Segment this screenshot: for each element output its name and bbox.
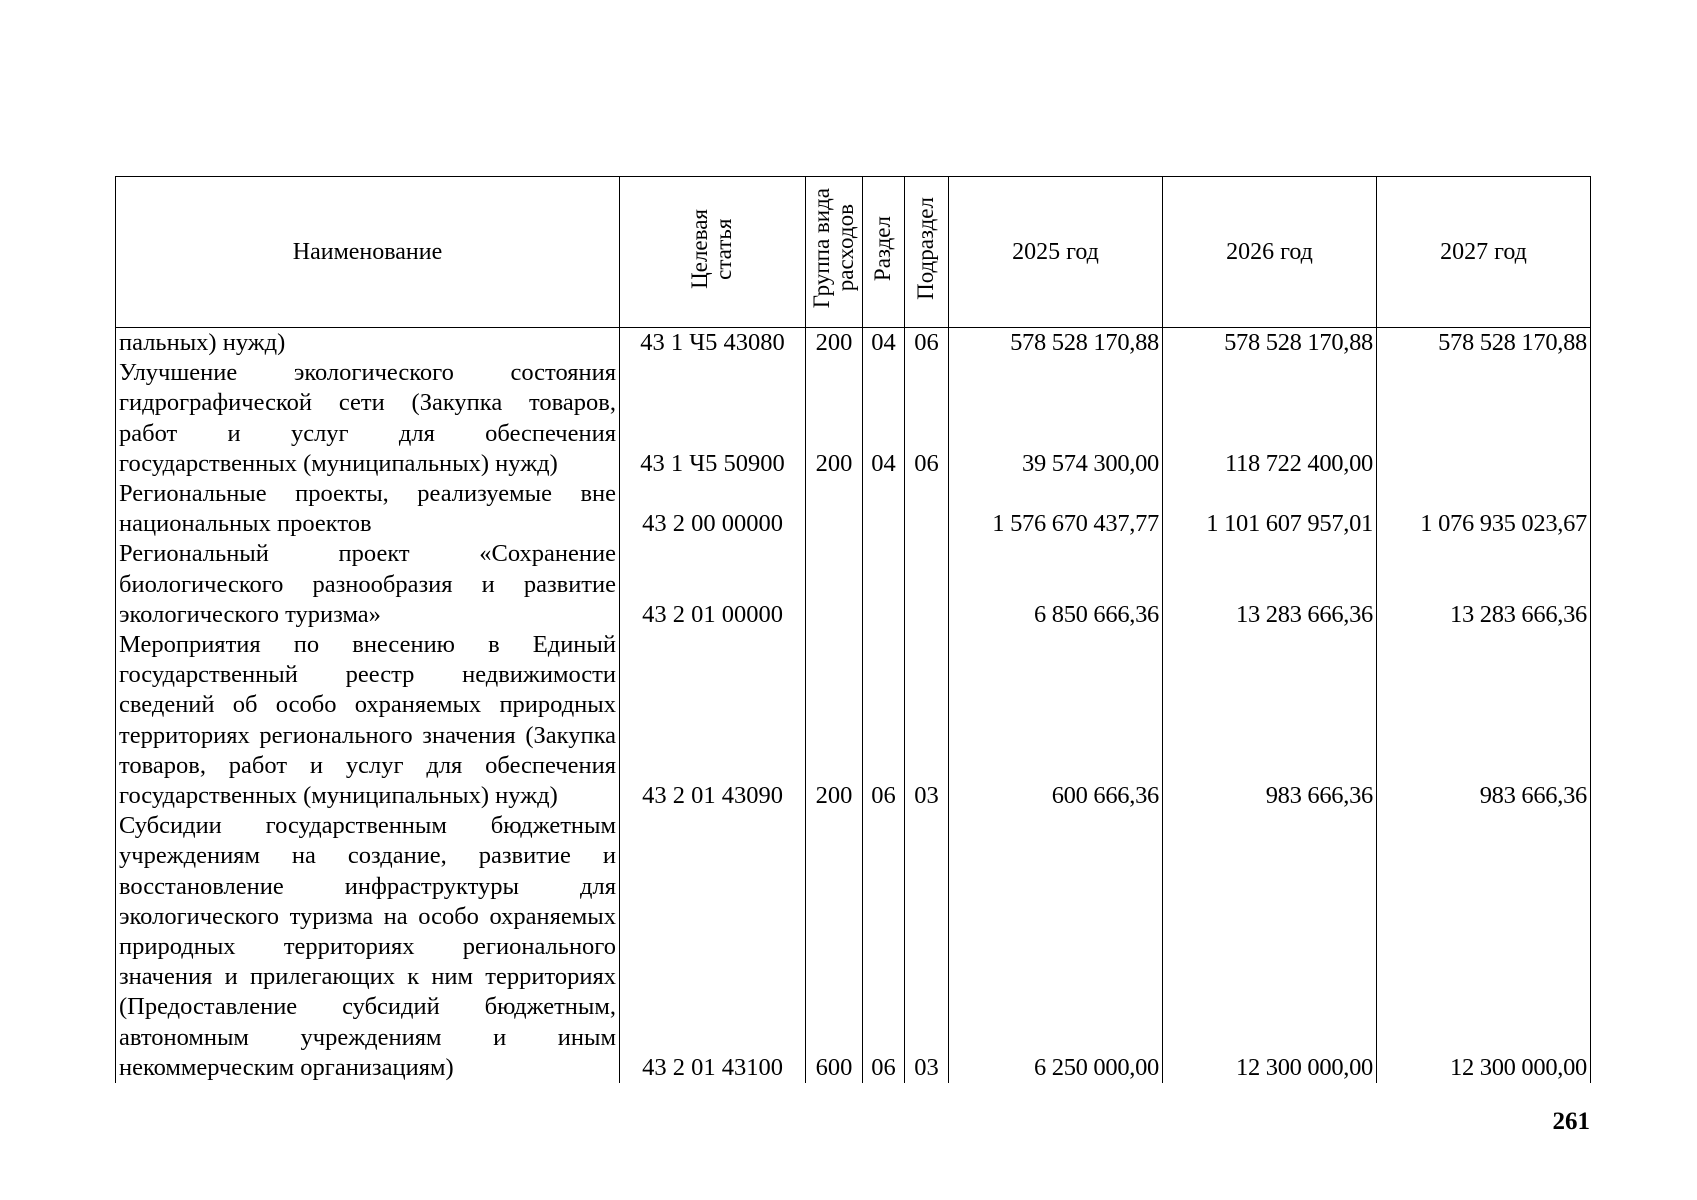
header-code-label: Целевая статья xyxy=(687,208,737,289)
cell-subsection: 03 xyxy=(905,630,949,811)
header-subsection-label: Подраздел xyxy=(913,197,939,300)
page-number: 261 xyxy=(1552,1108,1590,1135)
cell-subsection: 06 xyxy=(905,328,949,359)
table-body xyxy=(116,328,1591,1084)
cell-section xyxy=(863,479,905,539)
cell-subsection: 03 xyxy=(905,811,949,1083)
cell-2025: 578 528 170,88 xyxy=(949,328,1163,359)
cell-name: Мероприятия по внесению в Единый государственный реестр недвижимости сведений об особо охраняемых природных территориях регионального значения (Закупка товаров, работ и услуг для обеспечения государственных (муниципальных) нужд) xyxy=(116,630,620,811)
cell-group xyxy=(806,539,863,630)
header-section-label: Раздел xyxy=(870,215,896,282)
table-row xyxy=(116,328,1591,359)
cell-2026: 12 300 000,00 xyxy=(1163,811,1377,1083)
cell-name: Субсидии государственным бюджетным учреждениям на создание, развитие и восстановление инфраструктуры для экологического туризма на особо охраняемых природных территориях регионального значения и прилегающих к ним территориях (Предоставление субсидий бюджетным, автономным учреждениям и иным некоммерческим организациям) xyxy=(116,811,620,1083)
header-section xyxy=(863,177,905,328)
cell-code: 43 2 01 00000 xyxy=(620,539,806,630)
header-name: Наименование xyxy=(116,177,620,328)
cell-name: Региональные проекты, реализуемые вне национальных проектов xyxy=(116,479,620,539)
cell-name: пальных) нужд) xyxy=(116,328,620,359)
cell-section: 04 xyxy=(863,328,905,359)
cell-subsection xyxy=(905,479,949,539)
table-row xyxy=(116,630,1591,811)
cell-group xyxy=(806,479,863,539)
cell-2026: 118 722 400,00 xyxy=(1163,358,1377,479)
cell-2026: 1 101 607 957,01 xyxy=(1163,479,1377,539)
header-2026: 2026 год xyxy=(1163,177,1377,328)
cell-2025: 6 250 000,00 xyxy=(949,811,1163,1083)
cell-2025: 600 666,36 xyxy=(949,630,1163,811)
cell-2025: 39 574 300,00 xyxy=(949,358,1163,479)
cell-2027: 13 283 666,36 xyxy=(1377,539,1591,630)
cell-2027 xyxy=(1377,358,1591,479)
cell-subsection: 06 xyxy=(905,358,949,479)
cell-2027: 12 300 000,00 xyxy=(1377,811,1591,1083)
cell-group: 200 xyxy=(806,630,863,811)
header-subsection xyxy=(905,177,949,328)
cell-2026: 13 283 666,36 xyxy=(1163,539,1377,630)
cell-code: 43 2 00 00000 xyxy=(620,479,806,539)
table-row xyxy=(116,358,1591,479)
cell-group: 200 xyxy=(806,328,863,359)
budget-table xyxy=(115,176,1591,1083)
cell-2027: 578 528 170,88 xyxy=(1377,328,1591,359)
cell-code: 43 1 Ч5 50900 xyxy=(620,358,806,479)
table-row xyxy=(116,539,1591,630)
cell-2027: 1 076 935 023,67 xyxy=(1377,479,1591,539)
cell-2026: 578 528 170,88 xyxy=(1163,328,1377,359)
cell-group: 200 xyxy=(806,358,863,479)
cell-2025: 6 850 666,36 xyxy=(949,539,1163,630)
cell-name: Региональный проект «Сохранение биологического разнообразия и развитие экологического туризма» xyxy=(116,539,620,630)
cell-section: 06 xyxy=(863,630,905,811)
header-2027: 2027 год xyxy=(1377,177,1591,328)
cell-subsection xyxy=(905,539,949,630)
cell-section xyxy=(863,539,905,630)
header-code xyxy=(620,177,806,328)
table-row xyxy=(116,811,1591,1083)
header-group-label: Группа вида расходов xyxy=(808,188,858,309)
cell-name: Улучшение экологического состояния гидрографической сети (Закупка товаров, работ и услуг для обеспечения государственных (муниципальных) нужд) xyxy=(116,358,620,479)
cell-2026: 983 666,36 xyxy=(1163,630,1377,811)
header-group xyxy=(806,177,863,328)
cell-2025: 1 576 670 437,77 xyxy=(949,479,1163,539)
table-header xyxy=(116,177,1591,328)
cell-section: 06 xyxy=(863,811,905,1083)
cell-group: 600 xyxy=(806,811,863,1083)
cell-code: 43 2 01 43090 xyxy=(620,630,806,811)
table-row xyxy=(116,479,1591,539)
cell-code: 43 1 Ч5 43080 xyxy=(620,328,806,359)
header-2025: 2025 год xyxy=(949,177,1163,328)
cell-section: 04 xyxy=(863,358,905,479)
cell-2027: 983 666,36 xyxy=(1377,630,1591,811)
cell-code: 43 2 01 43100 xyxy=(620,811,806,1083)
